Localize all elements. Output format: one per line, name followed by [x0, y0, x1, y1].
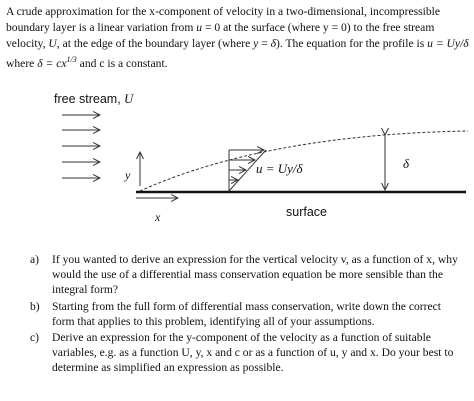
boundary-layer-edge: [140, 131, 468, 191]
question-a: [30, 252, 466, 298]
symbol-u: u: [196, 21, 203, 34]
surface-label: surface: [286, 205, 327, 219]
intro-text-4: =: [258, 37, 271, 50]
question-text: If you wanted to derive an expression for the vertical velocity v, as a function of x, why would the use of a differential mass conservation equation be more sensible than the integral form?: [52, 253, 458, 297]
intro-text-7: and c is a constant.: [76, 56, 168, 70]
question-b: [30, 299, 466, 329]
question-text: Derive an expression for the y-component of the velocity as a function of suitable variables, e.g. as a function U, y, x and c or as a function of u, y and x. Do your best to determine as simplified an expression as possible.: [52, 331, 454, 375]
question-letter: a): [30, 253, 40, 266]
intro-text-1: A crude approximation for the x-component of velocity in a two-dimensional, incompressible boundary layer is a linear variation from: [6, 5, 441, 34]
profile-equation: u = Uy/δ: [427, 37, 469, 50]
question-text: Starting from the full form of differential mass conservation, write down the correct form that applies to this problem, identifying all of your assumptions.: [52, 299, 442, 328]
intro-text-6: where: [6, 56, 38, 70]
delta-exponent: 1/3: [66, 55, 77, 64]
problem-statement: [6, 4, 470, 72]
symbol-delta: δ: [270, 37, 277, 50]
question-c: [30, 330, 466, 376]
x-axis-label: x: [155, 210, 161, 224]
free-stream-symbol: U: [124, 92, 134, 106]
question-list: [30, 252, 466, 377]
intro-text-2: = 0 at the surface (where y = 0) to the free stream velocity,: [6, 21, 435, 50]
delta-label: δ: [403, 156, 410, 171]
free-stream-text: free stream,: [54, 92, 125, 106]
boundary-layer-figure: [0, 86, 474, 236]
profile-equation-label: u = Uy/δ: [256, 161, 303, 176]
y-axis-label: y: [125, 168, 131, 182]
symbol-y: y: [253, 37, 259, 50]
delta-equation: δ = cx: [37, 56, 67, 70]
free-stream-arrows: [62, 115, 100, 178]
intro-text-3: , at the edge of the boundary layer (where: [56, 37, 254, 50]
question-letter: b): [30, 299, 40, 313]
intro-text-5: ). The equation for the profile is: [276, 37, 428, 50]
symbol-U: U: [48, 37, 57, 50]
question-letter: c): [30, 331, 40, 345]
